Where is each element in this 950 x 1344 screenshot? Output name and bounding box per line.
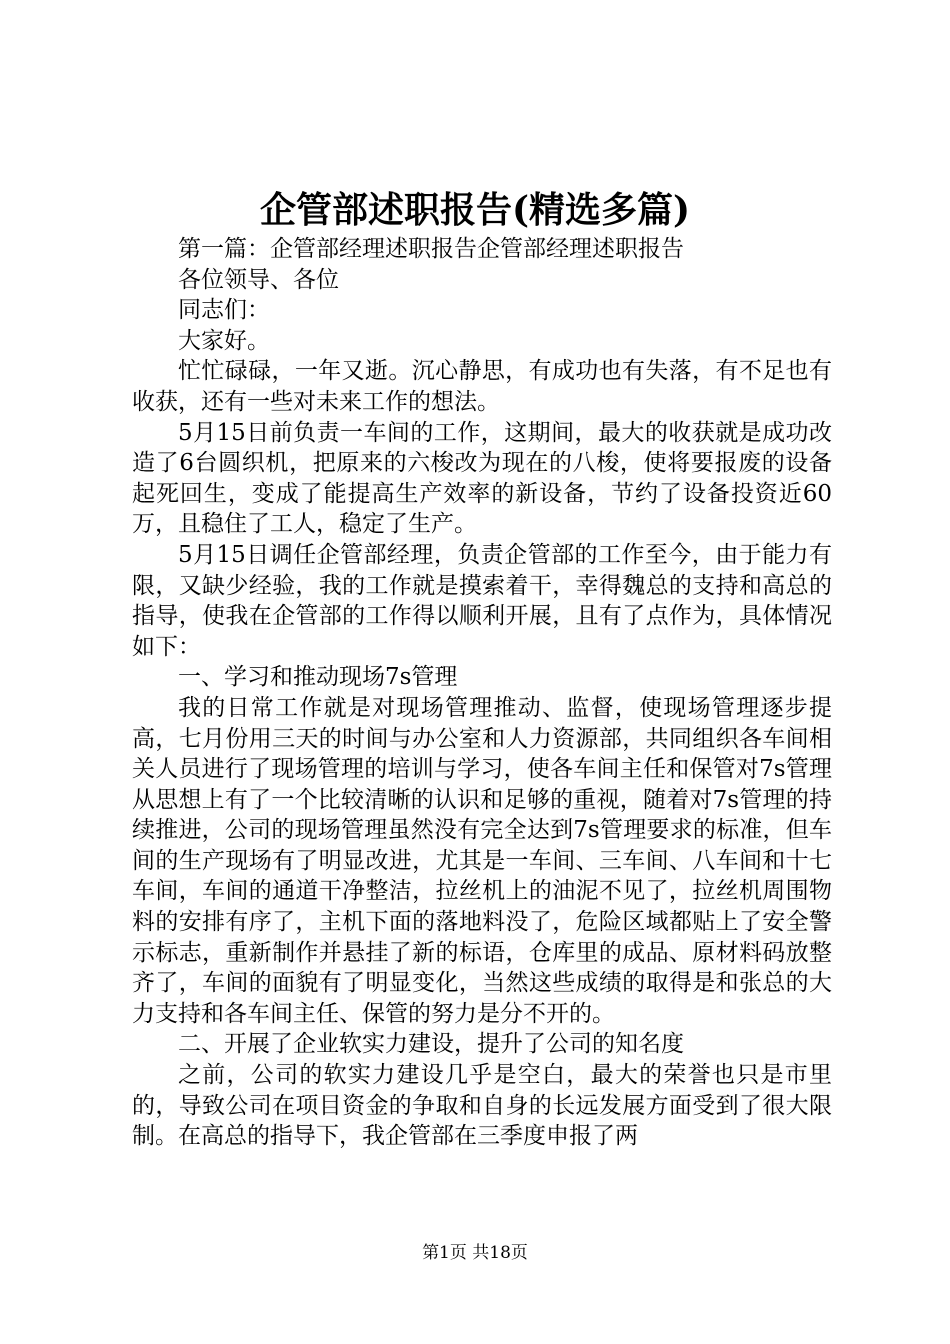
document-body <box>132 234 832 1152</box>
section-heading: 二、开展了企业软实力建设，提升了公司的知名度 <box>178 1031 684 1058</box>
page-footer: 第1页 共18页 <box>422 1243 528 1263</box>
paragraph: 第一篇：企管部经理述职报告企管部经理述职报告 <box>178 236 684 262</box>
paragraph: 我的日常工作就是对现场管理推动、监督，使现场管理逐步提高，七月份用三天的时间与办公室和人力资源部，共同组织各车间相关人员进行了现场管理的培训与学习，使各车间主任和保管对7s管理从思想上有了一个比较清晰的认识和足够的重视，随着对7s管理的持续推进，公司的现场管理虽然没有完全达到7s管理要求的标准，但车间的生产现场有了明显改进，尤其是一车间、三车间、八车间和十七车间，车间的通道干净整洁，拉丝机上的油泥不见了，拉丝机周围物料的安排有序了，主机下面的落地料没了，危险区域都贴上了安全警示标志，重新制作并悬挂了新的标语，仓库里的成品、原材料码放整齐了，车间的面貌有了明显变化，当然这些成绩的取得是和张总的大力支持和各车间主任、保管的努力是分不开的。 <box>132 694 832 1027</box>
paragraph: 忙忙碌碌，一年又逝。沉心静思，有成功也有失落，有不足也有收获，还有一些对未来工作的想法。 <box>132 358 832 415</box>
paragraph: 同志们： <box>178 297 270 324</box>
paragraph: 5月15日前负责一车间的工作，这期间，最大的收获就是成功改造了6台圆织机，把原来的六梭改为现在的八梭，使将要报废的设备起死回生，变成了能提高生产效率的新设备，节约了设备投资近60万，且稳住了工人，稳定了生产。 <box>132 419 832 538</box>
paragraph: 各位领导、各位 <box>178 266 339 293</box>
paragraph: 大家好。 <box>178 327 270 354</box>
paragraph: 之前，公司的软实力建设几乎是空白，最大的荣誉也只是市里的，导致公司在项目资金的争取和自身的长远发展方面受到了很大限制。在高总的指导下，我企管部在三季度申报了两 <box>132 1062 832 1150</box>
document-title: 企管部述职报告(精选多篇) <box>259 189 691 231</box>
section-heading: 一、学习和推动现场7s管理 <box>178 664 458 691</box>
paragraph: 5月15日调任企管部经理，负责企管部的工作至今，由于能力有限，又缺少经验，我的工作就是摸索着干，幸得魏总的支持和高总的指导，使我在企管部的工作得以顺利开展，且有了点作为，具体情况如下： <box>132 541 832 660</box>
